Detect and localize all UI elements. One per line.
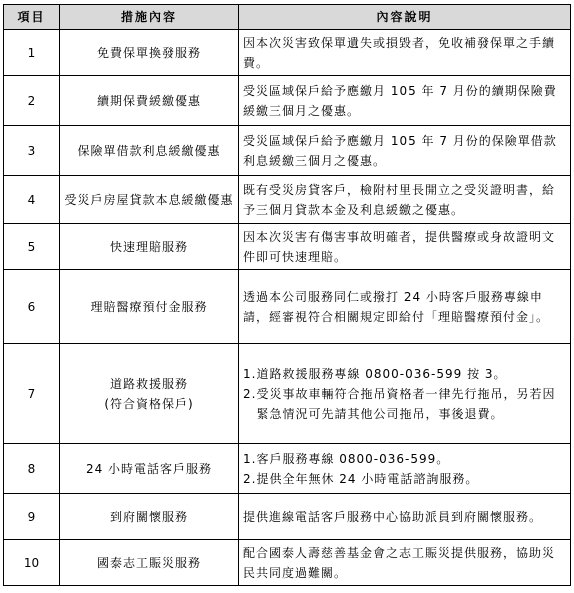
measure-name: 保險單借款利息緩繳優惠 [60, 126, 239, 176]
measure-name: 到府關懷服務 [60, 494, 239, 540]
list-item-text: 受災事故車輛符合拖吊資格者一律先行拖吊，另若因緊急情況可先請其他公司拖吊，事後退費。 [256, 386, 556, 421]
table-row [4, 176, 571, 224]
list-item-number: 1. [243, 451, 257, 466]
header-description: 內容說明 [239, 5, 571, 30]
row-number: 2 [4, 76, 60, 126]
table-row [4, 224, 571, 270]
measure-name-note: (符合資格保戶) [104, 396, 194, 411]
row-number: 1 [4, 30, 60, 76]
measure-name-cell [60, 344, 239, 444]
row-number: 9 [4, 494, 60, 540]
measure-name: 道路救援服務 [109, 376, 188, 391]
measure-description: 提供進線電話客戶服務中心協助派員到府關懷服務。 [239, 494, 571, 540]
list-item-text: 提供全年無休 24 小時電話諮詢服務。 [256, 471, 479, 486]
table-row [4, 494, 571, 540]
row-number: 7 [4, 344, 60, 444]
measure-description: 透過本公司服務同仁或撥打 24 小時客戶服務專線申請，經審視符合相關規定即給付「理賠醫療預付金」。 [239, 270, 571, 344]
list-item-text: 客戶服務專線 0800-036-599。 [256, 451, 450, 466]
list-item-number: 2. [243, 471, 257, 486]
measure-name: 快速理賠服務 [60, 224, 239, 270]
table-row [4, 126, 571, 176]
measure-name: 續期保費緩繳優惠 [60, 76, 239, 126]
row-number: 3 [4, 126, 60, 176]
measure-name: 24 小時電話客戶服務 [60, 444, 239, 494]
table-row [4, 76, 571, 126]
table-row [4, 30, 571, 76]
list-item [243, 469, 566, 489]
measure-description: 因本次災害有傷害事故明確者，提供醫療或身故證明文件即可快速理賠。 [239, 224, 571, 270]
list-item-number: 2. [243, 386, 257, 401]
list-item [243, 364, 566, 384]
table-row [4, 444, 571, 494]
measure-name: 免費保單換發服務 [60, 30, 239, 76]
row-number: 6 [4, 270, 60, 344]
measure-description [239, 344, 571, 444]
measure-name: 國泰志工賑災服務 [60, 540, 239, 586]
list-item-number: 1. [243, 366, 257, 381]
measures-table [3, 4, 571, 586]
row-number: 5 [4, 224, 60, 270]
row-number: 8 [4, 444, 60, 494]
header-row [4, 5, 571, 30]
list-item-text: 道路救援服務專線 0800-036-599 按 3。 [256, 366, 507, 381]
table-row [4, 344, 571, 444]
measure-description: 既有受災房貸客戶，檢附村里長開立之受災證明書，給予三個月貸款本金及利息緩繳之優惠。 [239, 176, 571, 224]
measure-description: 因本次災害致保單遺失或損毀者，免收補發保單之手續費。 [239, 30, 571, 76]
list-item [243, 384, 566, 424]
measure-name: 受災戶房屋貸款本息緩繳優惠 [60, 176, 239, 224]
table-row [4, 540, 571, 586]
list-item [243, 449, 566, 469]
measure-description: 受災區域保戶給予應繳月 105 年 7 月份的保險單借款利息緩繳三個月之優惠。 [239, 126, 571, 176]
measure-description: 配合國泰人壽慈善基金會之志工賑災提供服務，協助災民共同度過難關。 [239, 540, 571, 586]
header-measure: 措施內容 [60, 5, 239, 30]
table-row [4, 270, 571, 344]
header-item-no: 項目 [4, 5, 60, 30]
row-number: 10 [4, 540, 60, 586]
measure-description [239, 444, 571, 494]
row-number: 4 [4, 176, 60, 224]
measure-name: 理賠醫療預付金服務 [60, 270, 239, 344]
measure-description: 受災區域保戶給予應繳月 105 年 7 月份的續期保險費緩繳三個月之優惠。 [239, 76, 571, 126]
